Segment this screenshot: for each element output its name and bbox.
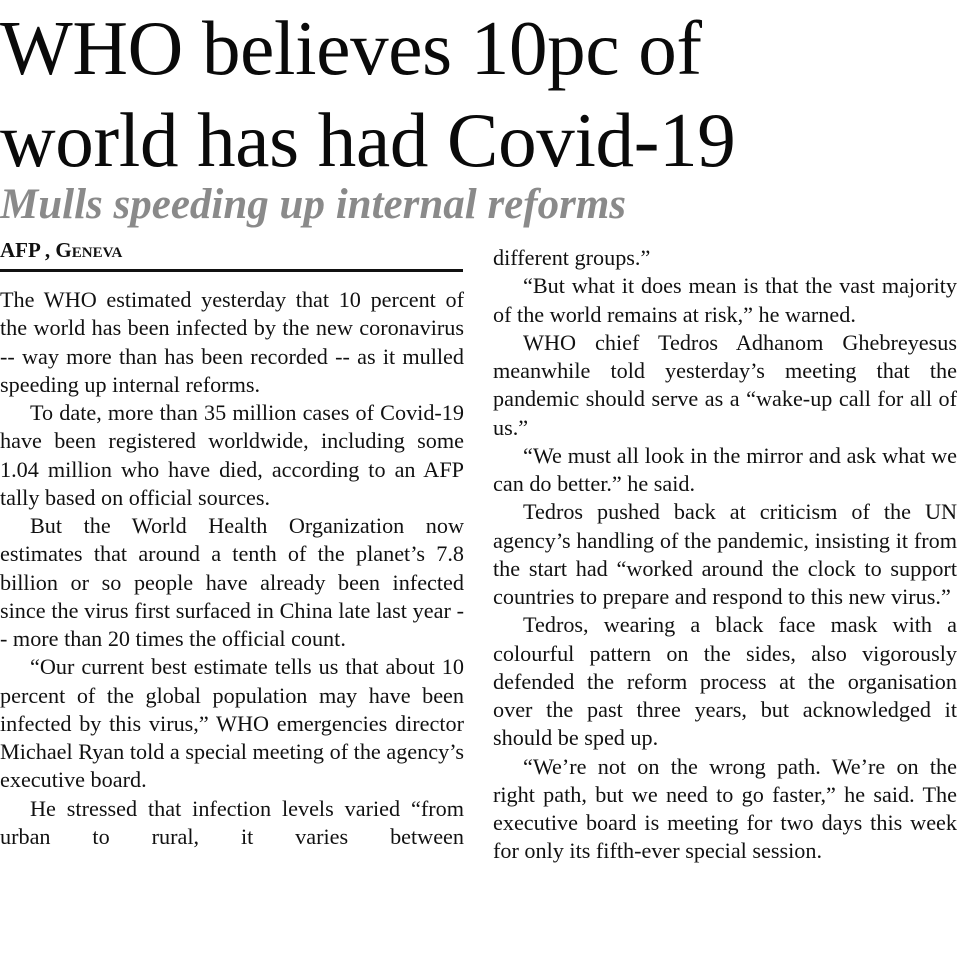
byline-agency: AFP [0, 238, 40, 262]
paragraph: Tedros, wearing a black face mask with a colourful pattern on the sides, also vigorously defended the reform process at the organisation over the past three years, but acknowledged it should be sped up. [493, 612, 957, 751]
headline-line-1: WHO believes 10pc of [0, 5, 702, 91]
paragraph: “We’re not on the wrong path. We’re on the right path, but we need to go faster,” he said. The executive board is meeting for two days this week for only its fifth-ever special session. [493, 753, 957, 864]
paragraph: “We must all look in the mirror and ask what we can do better.” he said. [493, 442, 957, 496]
paragraph: But the World Health Organization now estimates that around a tenth of the planet’s 7.8 billion or so people have already been infected since the virus first surfaced in China late last year -- more than 20 times the official count. [0, 513, 464, 651]
paragraph: Tedros pushed back at criticism of the UN agency’s handling of the pandemic, insisting it from the start had “worked around the clock to support countries to prepare and respond to this new virus.” [493, 499, 957, 609]
article-column-right [493, 244, 957, 866]
byline-separator: , [39, 238, 56, 262]
paragraph: He stressed that infection levels varied “from urban to rural, it varies between [0, 795, 464, 849]
headline [0, 2, 950, 186]
byline [0, 236, 463, 272]
paragraph: To date, more than 35 million cases of Covid-19 have been registered worldwide, including some 1.04 million who have died, according to an AFP tally based on official sources. [0, 400, 464, 510]
paragraph: “But what it does mean is that the vast majority of the world remains at risk,” he warned. [493, 273, 957, 327]
byline-place: Geneva [55, 238, 123, 262]
headline-line-2: world has had Covid-19 [0, 97, 736, 183]
paragraph: The WHO estimated yesterday that 10 percent of the world has been infected by the new coronavirus -- way more than has been recorded -- as it mulled speeding up internal reforms. [0, 287, 464, 397]
paragraph: “Our current best estimate tells us that about 10 percent of the global population may have been infected by this virus,” WHO emergencies director Michael Ryan told a special meeting of the agency’s executive board. [0, 654, 464, 793]
subheadline: Mulls speeding up internal reforms [0, 181, 626, 228]
paragraph: different groups.” [493, 245, 651, 270]
article-column-left [0, 286, 464, 851]
paragraph: WHO chief Tedros Adhanom Ghebreyesus meanwhile told yesterday’s meeting that the pandemic should serve as a “wake-up call for all of us.” [493, 329, 957, 440]
